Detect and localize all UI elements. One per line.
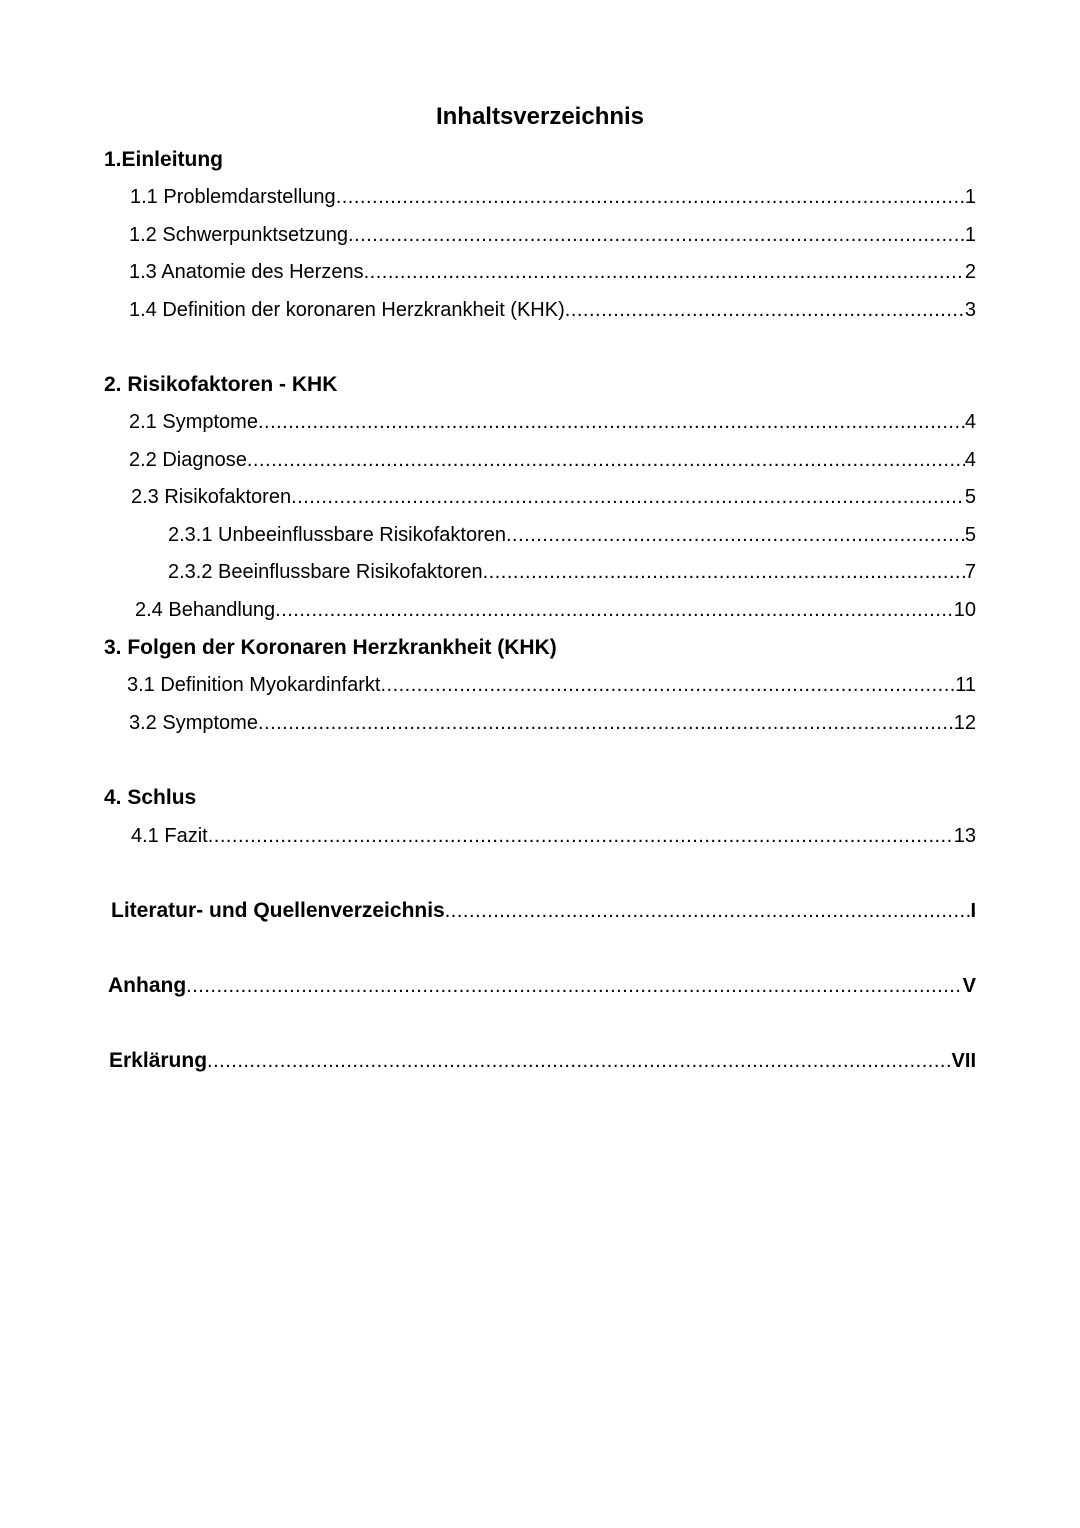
toc-page-number: 1: [964, 224, 976, 246]
toc-entry-1-3: [129, 258, 976, 286]
toc-entry-3-2: [129, 709, 976, 737]
toc-page-number: 3: [964, 299, 976, 321]
toc-page-number: I: [970, 900, 976, 922]
toc-entry-label: 3.2 Symptome: [129, 712, 258, 734]
toc-entry-literatur: [111, 897, 976, 925]
toc-entry-2-3: [131, 483, 976, 511]
toc-page-number: 5: [964, 524, 976, 546]
dot-leader: [565, 296, 965, 324]
toc-entry-label: 1.1 Problemdarstellung: [130, 186, 336, 208]
toc-page-number: V: [962, 975, 976, 997]
toc-entry-2-2: [129, 446, 976, 474]
toc-page-number: 11: [955, 674, 976, 696]
section-heading-einleitung: 1.Einleitung: [104, 148, 224, 171]
toc-entry-label: 1.2 Schwerpunktsetzung: [129, 224, 349, 246]
toc-entry-label: 2.2 Diagnose: [129, 449, 247, 471]
toc-page-number: 2: [964, 261, 976, 283]
toc-entry-2-3-1: [168, 521, 976, 549]
dot-leader: [247, 446, 965, 474]
toc-entry-label: Literatur- und Quellenverzeichnis: [111, 899, 445, 922]
toc-page-number: 13: [953, 825, 976, 847]
toc-entry-3-1: [127, 671, 976, 699]
toc-entry-label: Erklärung: [109, 1049, 208, 1072]
toc-entry-label: 1.4 Definition der koronaren Herzkrankheit (KHK): [129, 299, 565, 321]
section-heading-schlus: 4. Schlus: [104, 786, 197, 809]
toc-entry-2-3-2: [168, 558, 976, 586]
dot-leader: [258, 709, 954, 737]
dot-leader: [364, 258, 965, 286]
toc-entry-label: 2.4 Behandlung: [135, 599, 276, 621]
toc-entry-label: 2.3.2 Beeinflussbare Risikofaktoren: [168, 561, 483, 583]
toc-entry-4-1: [131, 822, 976, 850]
dot-leader: [380, 671, 955, 699]
toc-entry-label: 2.3.1 Unbeeinflussbare Risikofaktoren: [168, 524, 506, 546]
toc-entry-label: 3.1 Definition Myokardinfarkt: [127, 674, 381, 696]
toc-entry-1-1: [130, 183, 976, 211]
toc-page-number: 4: [964, 449, 976, 471]
toc-page-number: 10: [953, 599, 976, 621]
toc-entry-label: Anhang: [108, 974, 187, 997]
toc-entry-label: 2.1 Symptome: [129, 411, 258, 433]
section-heading-risikofaktoren: 2. Risikofaktoren - KHK: [104, 373, 338, 396]
toc-entry-2-1: [129, 408, 976, 436]
toc-page-number: 12: [953, 712, 976, 734]
toc-entry-label: 4.1 Fazit: [131, 825, 208, 847]
toc-page-number: 7: [964, 561, 976, 583]
toc-page-number: 1: [964, 186, 976, 208]
toc-entry-anhang: [108, 972, 976, 1000]
dot-leader: [275, 596, 954, 624]
toc-entry-label: 2.3 Risikofaktoren: [131, 486, 292, 508]
toc-entry-2-4: [135, 596, 976, 624]
toc-entry-erklaerung: [109, 1047, 976, 1075]
dot-leader: [336, 183, 965, 211]
dot-leader: [506, 521, 965, 549]
toc-entry-label: 1.3 Anatomie des Herzens: [129, 261, 364, 283]
toc-entry-1-4: [129, 296, 976, 324]
dot-leader: [258, 408, 965, 436]
dot-leader: [186, 972, 963, 1000]
toc-page-number: VII: [951, 1050, 976, 1072]
dot-leader: [348, 221, 965, 249]
section-heading-folgen: 3. Folgen der Koronaren Herzkrankheit (KHK): [104, 636, 557, 659]
page-title: Inhaltsverzeichnis: [435, 103, 645, 130]
dot-leader: [483, 558, 965, 586]
dot-leader: [207, 1047, 952, 1075]
dot-leader: [208, 822, 954, 850]
toc-page-number: 5: [964, 486, 976, 508]
toc-page-number: 4: [964, 411, 976, 433]
dot-leader: [445, 897, 971, 925]
dot-leader: [291, 483, 965, 511]
toc-entry-1-2: [129, 221, 976, 249]
